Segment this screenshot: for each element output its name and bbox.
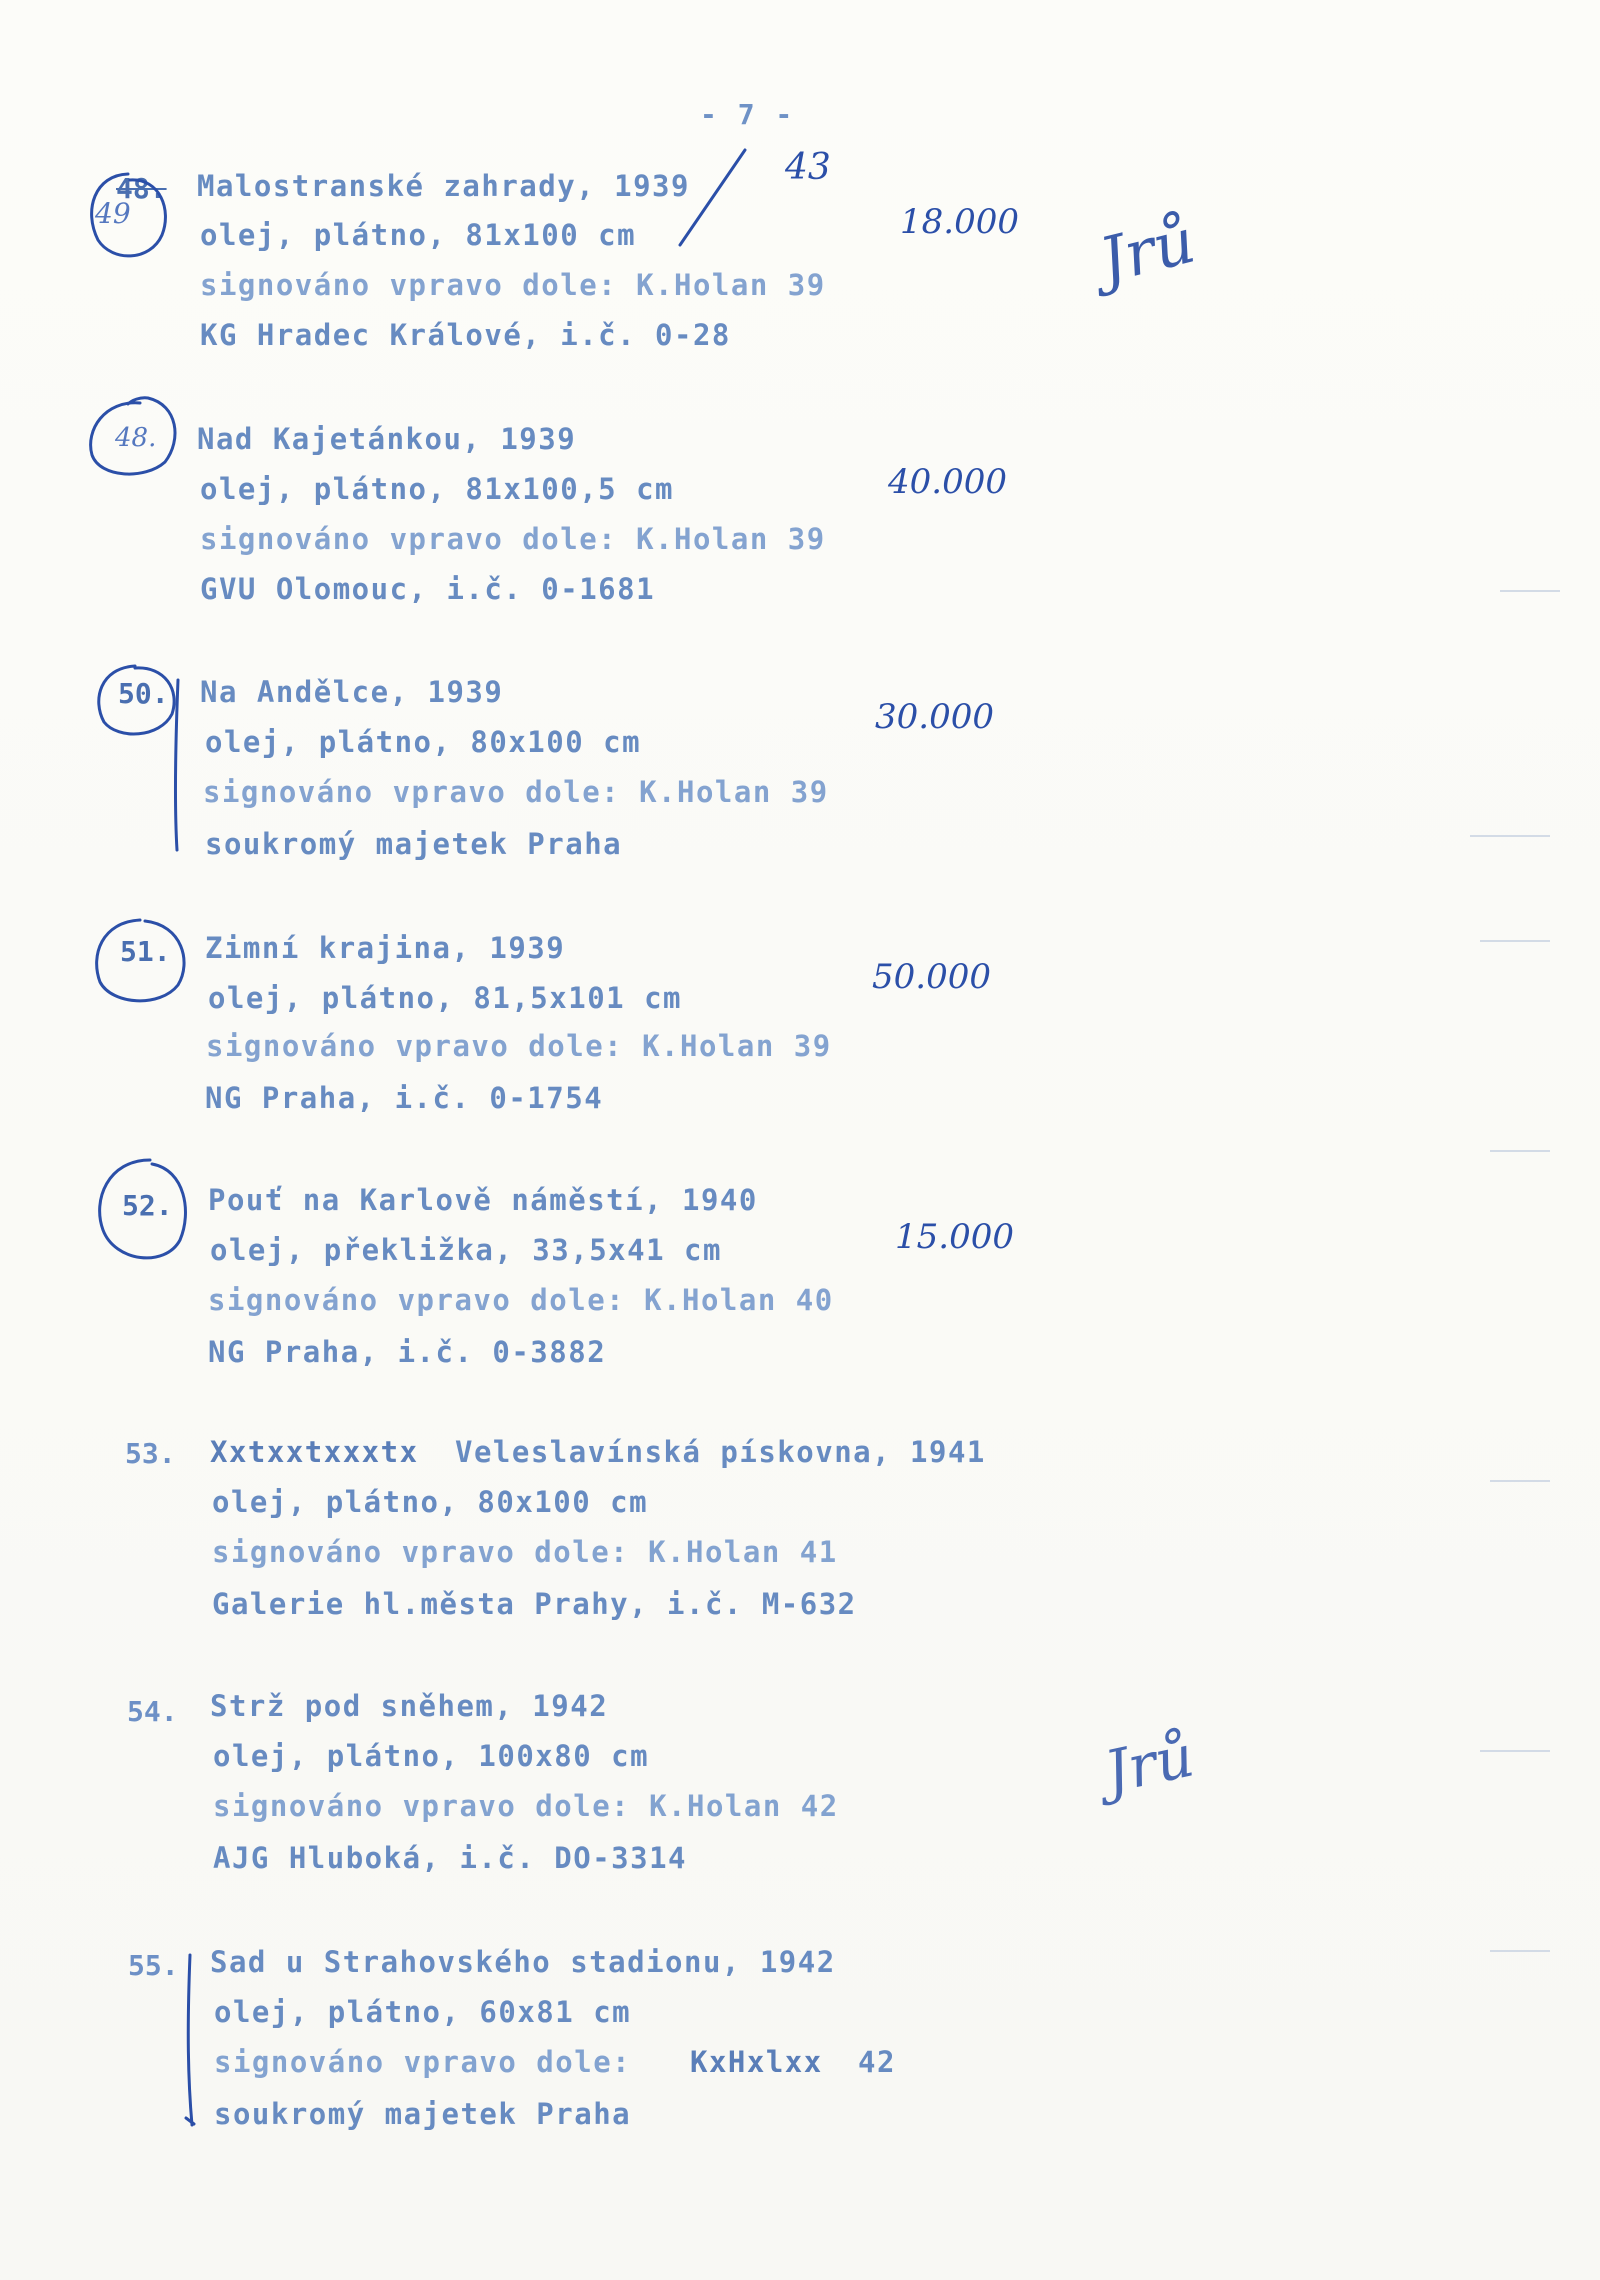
- entry-price: 18.000: [900, 202, 1019, 242]
- entry-number: 48.: [115, 423, 157, 453]
- bleed-mark: [1480, 940, 1550, 942]
- entry-title: Na Andělce, 1939: [200, 675, 504, 709]
- entry-number: 53.: [125, 1437, 176, 1470]
- entry-signature: signováno vpravo dole: K.Holan 42: [213, 1789, 839, 1823]
- handwritten-initials: Jrů: [1098, 1721, 1200, 1807]
- entry-title: Malostranské zahrady, 1939: [197, 169, 690, 203]
- entry-medium: olej, plátno, 80x100 cm: [212, 1485, 649, 1519]
- entry-medium: olej, plátno, 81x100 cm: [200, 218, 637, 252]
- entry-title: Pouť na Karlově náměstí, 1940: [208, 1183, 758, 1217]
- struck-entry-number: 48.: [116, 172, 167, 205]
- entry-location: KG Hradec Králové, i.č. 0-28: [200, 318, 731, 352]
- bracket-tick: [186, 2118, 194, 2124]
- struck-signature: KxHxlxx: [690, 2045, 823, 2079]
- entry-medium: olej, plátno, 81x100,5 cm: [200, 472, 674, 506]
- entry-price: 40.000: [888, 462, 1007, 502]
- bleed-mark: [1480, 1750, 1550, 1752]
- margin-bracket: [175, 680, 178, 850]
- entry-title: Veleslavínská pískovna, 1941: [455, 1435, 986, 1469]
- bleed-mark: [1490, 1950, 1550, 1952]
- entry-number: 55.: [128, 1949, 179, 1982]
- entry-location: soukromý majetek Praha: [214, 2097, 632, 2131]
- entry-signature: signováno vpravo dole: K.Holan 41: [212, 1535, 838, 1569]
- entry-location: Galerie hl.města Prahy, i.č. M-632: [212, 1587, 857, 1621]
- entry-number: 49: [95, 197, 131, 230]
- entry-title: Sad u Strahovského stadionu, 1942: [210, 1945, 836, 1979]
- bleed-mark: [1470, 835, 1550, 837]
- entry-number: 50.: [118, 677, 169, 710]
- entry-signature: signováno vpravo dole: K.Holan 39: [203, 775, 829, 809]
- handwritten-initials: Jrů: [1092, 203, 1202, 298]
- entry-signature: signováno vpravo dole: K.Holan 40: [208, 1283, 834, 1317]
- entry-title: Zimní krajina, 1939: [205, 931, 566, 965]
- margin-bracket: [188, 1955, 192, 2125]
- entry-signature-prefix: signováno vpravo dole:: [214, 2045, 632, 2079]
- entry-medium: olej, překližka, 33,5x41 cm: [210, 1233, 722, 1267]
- entry-medium: olej, plátno, 100x80 cm: [213, 1739, 650, 1773]
- entry-location: AJG Hluboká, i.č. DO-3314: [213, 1841, 687, 1875]
- entry-signature-suffix: 42: [858, 2045, 896, 2079]
- entry-medium: olej, plátno, 81,5x101 cm: [208, 981, 682, 1015]
- entry-location: NG Praha, i.č. 0-1754: [205, 1081, 604, 1115]
- bleed-mark: [1490, 1480, 1550, 1482]
- bleed-mark: [1500, 590, 1560, 592]
- entry-price: 15.000: [895, 1217, 1014, 1257]
- entry-signature: signováno vpravo dole: K.Holan 39: [200, 268, 826, 302]
- title-correction: 43: [785, 147, 831, 188]
- bleed-mark: [1490, 1150, 1550, 1152]
- entry-medium: olej, plátno, 60x81 cm: [214, 1995, 632, 2029]
- entry-price: 30.000: [875, 697, 994, 737]
- entry-signature: signováno vpravo dole: K.Holan 39: [206, 1029, 832, 1063]
- entry-location: soukromý majetek Praha: [205, 827, 623, 861]
- entry-title: Strž pod sněhem, 1942: [210, 1689, 609, 1723]
- entry-location: NG Praha, i.č. 0-3882: [208, 1335, 607, 1369]
- entry-number: 54.: [127, 1695, 178, 1728]
- entry-medium: olej, plátno, 80x100 cm: [205, 725, 642, 759]
- entry-signature: signováno vpravo dole: K.Holan 39: [200, 522, 826, 556]
- page-number: - 7 -: [700, 98, 795, 131]
- entry-title: Nad Kajetánkou, 1939: [197, 422, 577, 456]
- entry-price: 50.000: [872, 957, 991, 997]
- entry-location: GVU Olomouc, i.č. 0-1681: [200, 572, 656, 606]
- entry-number: 52.: [122, 1189, 173, 1222]
- struck-word: Xxtxxtxxxtx: [210, 1435, 419, 1469]
- entry-number: 51.: [120, 935, 171, 968]
